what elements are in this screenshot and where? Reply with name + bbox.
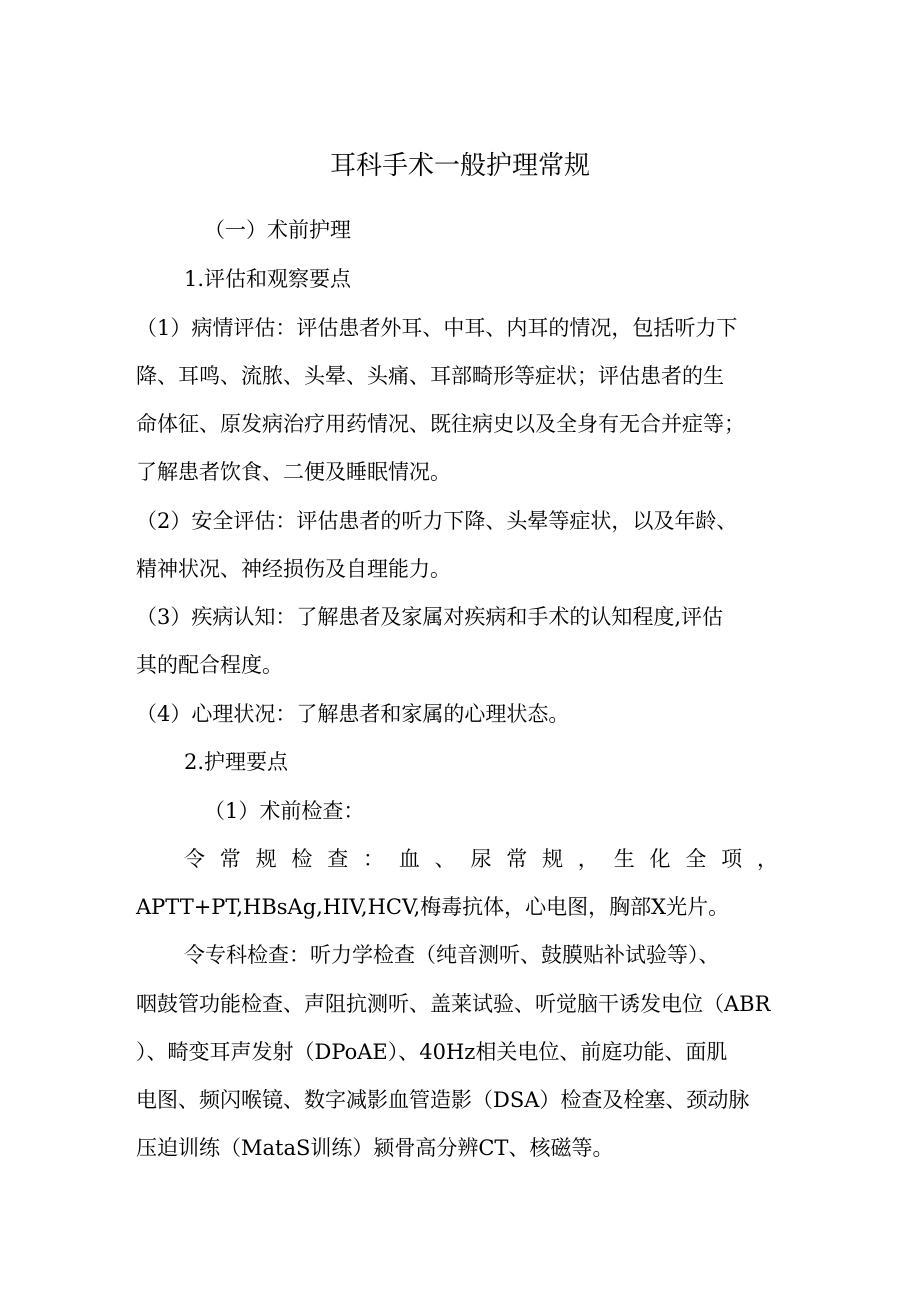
paragraph-cognition-line-2: 其的配合程度。 [136,653,283,677]
specialty-exam-line-4: 电图、频闪喉镜、数字减影血管造影（DSA）检查及栓塞、颈动脉 [136,1088,750,1112]
specialty-exam-line-3: ）、畸变耳声发射（DPoAE）、40Hz相关电位、前庭功能、面肌 [136,1040,728,1064]
routine-exam-line-1: 令常规检查：血、尿常规，生化全项， [184,847,778,871]
paragraph-safety-line-2: 精神状况、神经损伤及自理能力。 [136,557,451,581]
specialty-exam-line-1: 令专科检查：听力学检查（纯音测听、鼓膜贴补试验等）、 [184,943,720,967]
subheading-nursing-points: 2.护理要点 [184,750,289,774]
paragraph-condition-line-4: 了解患者饮食、二便及睡眠情况。 [136,460,451,484]
section-heading-preop: （一）术前护理 [204,218,351,242]
subheading-preop-exams: （1）术前检查： [204,799,365,823]
paragraph-cognition-line-1: （3）疾病认知：了解患者及家属对疾病和手术的认知程度,评估 [136,605,724,629]
paragraph-condition-line-1: （1）病情评估：评估患者外耳、中耳、内耳的情况，包括听力下 [136,316,738,340]
specialty-exam-line-5: 压迫训练（MataS训练）颍骨高分辨CT、核磁等。 [136,1136,614,1160]
document-title: 耳科手术一般护理常规 [329,151,590,181]
subheading-assessment: 1.评估和观察要点 [184,267,352,291]
paragraph-condition-line-3: 命体征、原发病治疗用药情况、既往病史以及全身有无合并症等； [136,412,745,436]
paragraph-safety-line-1: （2）安全评估：评估患者的听力下降、头晕等症状，以及年龄、 [136,509,738,533]
specialty-exam-line-2: 咽鼓管功能检查、声阻抗测听、盖莱试验、听觉脑干诱发电位（ABR [136,992,771,1016]
paragraph-condition-line-2: 降、耳鸣、流脓、头晕、头痛、耳部畸形等症状；评估患者的生 [136,364,724,388]
paragraph-psychology-line-1: （4）心理状况：了解患者和家属的心理状态。 [136,702,570,726]
routine-exam-line-2: APTT+PT,HBsAg,HIV,HCV,梅毒抗体，心电图，胸部X光片。 [136,895,730,919]
